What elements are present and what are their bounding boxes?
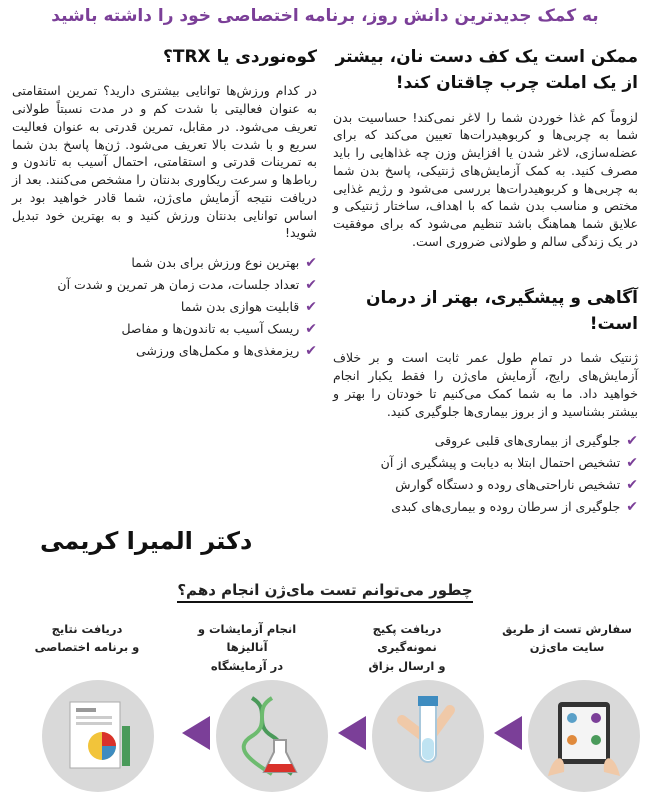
section-title-awareness: آگاهی و پیشگیری، بهتر از درمان است! [366, 287, 638, 335]
check-icon: ✔ [626, 433, 638, 450]
steps-row [0, 620, 650, 786]
headline: به کمک جدیدترین دانش روز، برنامه اختصاصی خود را داشته باشید [51, 6, 599, 26]
arrow-icon [494, 716, 522, 750]
awareness-checklist [333, 430, 638, 518]
check-icon: ✔ [305, 343, 317, 360]
dna-flask-icon [216, 680, 328, 792]
step-label-results: دریافت نتایج و برنامه اختصاصی [34, 622, 140, 655]
list-item: ✔ تشخیص احتمال ابتلا به دیابت و پیشگیری از آن [333, 452, 638, 474]
section-body-bread: لزوماً کم غذا خوردن شما را لاغر نمی‌کند! حساسیت بدن شما به چربی‌ها و کربوهیدرات‌ها تعیین می‌کند که برای عضله‌سازی، لاغر شدن یا افزایش وزن چه غذاهایی را باید مصرف کنید. به کمک آزمایش‌های ژنتیکی، پاسخ بدن شما به چربی‌ها و کربوهیدرات‌ها بررسی می‌شود و رژیم غذایی مختص و مناسب بدن شما که با اهداف، ساختار ژنتیکی و علایق شما هماهنگ باشد تنظیم می‌شود که برای موفقیت در یک زندگی سالم و طولانی ضروری است. [333, 109, 638, 249]
report-chart-icon [42, 680, 154, 792]
step-label-order: سفارش تست از طریق سایت مای‌ژن [502, 622, 632, 655]
right-column [333, 44, 638, 518]
list-item: ✔ تعداد جلسات، مدت زمان هر تمرین و شدت آن [12, 274, 317, 296]
check-icon: ✔ [305, 277, 317, 294]
how-title-wrap [0, 580, 650, 599]
section-title-bread: ممکن است یک کف دست نان، بیشتر از یک املت چرب چاقتان کند! [335, 47, 638, 94]
check-icon: ✔ [626, 477, 638, 494]
list-item: ✔ جلوگیری از سرطان روده و بیماری‌های کبدی [333, 496, 638, 518]
check-icon: ✔ [305, 299, 317, 316]
arrow-icon [338, 716, 366, 750]
arrow-icon [182, 716, 210, 750]
check-icon: ✔ [626, 499, 638, 516]
section-title-exercise: کوه‌نوردی یا TRX؟ [163, 47, 317, 67]
how-title: چطور می‌توانم تست مای‌ژن انجام دهم؟ [177, 581, 472, 603]
list-item: ✔ ریسک آسیب به تاندون‌ها و مفاصل [12, 318, 317, 340]
left-column [12, 44, 317, 362]
step-label-package: دریافت پکیج نمونه‌گیری و ارسال بزاق [368, 622, 446, 673]
step-label-lab: انجام آزمایشات و آنالیزها در آزمایشگاه [197, 622, 297, 673]
test-tube-icon [372, 680, 484, 792]
check-icon: ✔ [305, 255, 317, 272]
list-item: ✔ تشخیص ناراحتی‌های روده و دستگاه گوارش [333, 474, 638, 496]
list-item: ✔ قابلیت هوازی بدن شما [12, 296, 317, 318]
list-item: ✔ بهترین نوع ورزش برای بدن شما [12, 252, 317, 274]
doctor-name: دکتر المیرا کریمی [40, 527, 253, 555]
list-item: ✔ ریزمغذی‌ها و مکمل‌های ورزشی [12, 340, 317, 362]
section-body-exercise: در کدام ورزش‌ها توانایی بیشتری دارید؟ تمرین استقامتی به عنوان فعالیتی با شدت کم و در مدت نسبتاً طولانی تعریف می‌شود. در مقابل، تمرین قدرتی به عنوان فعالیت سریع و با شدت بالا تعریف می‌شود. ژن‌ها پاسخ بدن شما به تمرینات قدرتی و استقامتی، احتمال آسیب به تاندون و رباط‌ها و سرعت ریکاوری بدنتان را مشخص می‌کنند. بعد از دریافت نتیجه آزمایش مای‌ژن، شما قادر خواهید بود بر اساس توانایی بدنتان ورزش کنید و به بهترین خود تبدیل شوید! [12, 83, 317, 241]
list-item: ✔ جلوگیری از بیماری‌های قلبی عروقی [333, 430, 638, 452]
section-body-awareness: ژنتیک شما در تمام طول عمر ثابت است و بر خلاف آزمایش‌های رایج، آزمایش مای‌ژن را فقط یکبار انجام خواهید داد. ما به شما کمک می‌کنیم تا خودتان را بهتر و بیشتر بشناسید و از بروز بیماری‌ها جلوگیری کنید. [333, 350, 638, 419]
check-icon: ✔ [626, 455, 638, 472]
check-icon: ✔ [305, 321, 317, 338]
exercise-checklist [12, 252, 317, 362]
tablet-icon [528, 680, 640, 792]
